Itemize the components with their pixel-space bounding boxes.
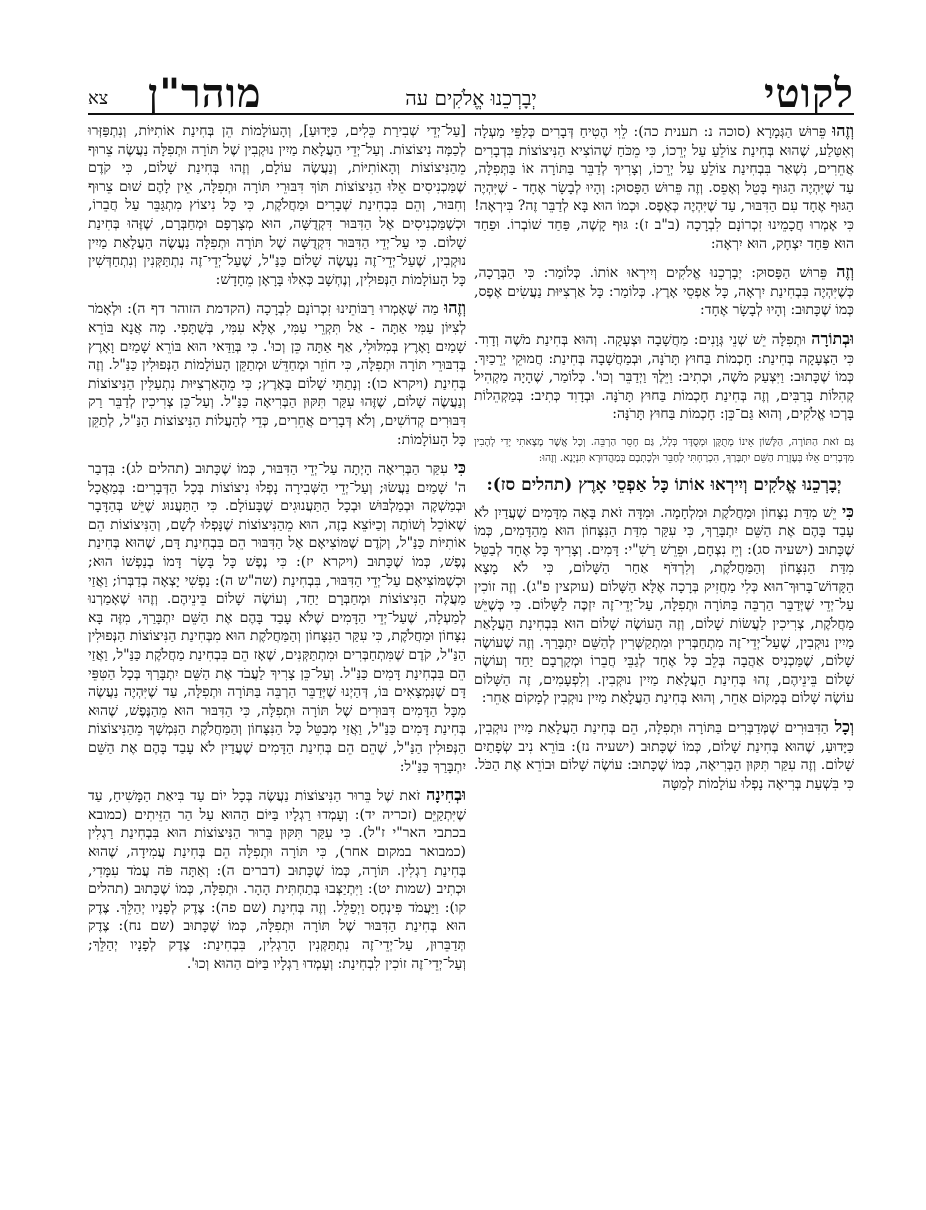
paragraph [474,263,854,320]
paragraph-text: [עַל־יְדֵי שְׁבִירַת כֵּלִים, כַּיָּדוּעַ], וְהָעוֹלָמוֹת הֵן בְּחִינַת אוֹתִיּוֹת, וְנִתְפַּזְּרוּ לְכַמָּה נִיצוֹצוֹת. וְעַל־יְדֵי הַעֲלָאַת מַיִין נוּקְבִין שֶׁל תּוֹרָה וּתְפִלָּה נַעֲשֶׂה צֵרוּף מֵהַנִּיצוֹצוֹת וְהָאוֹתִיּוֹת, וְנַעֲשֶׂה עוֹלָם, וְזֶהוּ בְּחִינַת שָׁלוֹם, כִּי קֹדֶם שֶׁמַּכְנִיסִים אֵלּוּ הַנִּיצוֹצוֹת תּוֹךְ דִּבּוּרֵי תּוֹרָה וּתְפִלָּה, אֵין לָהֶם שׁוּם צֵרוּף וְחִבּוּר, וְהֵם בִּבְחִינַת שְׁבָרִים וּמַחֲלֹקֶת, כִּי כָּל נִיצוֹץ מִתְגַּבֵּר עַל חֲבֵרוֹ, וּכְשֶׁמַּכְנִיסִים אֶל הַדִּבּוּר דִּקְדֻשָּׁה, הוּא מְצָרְפָם וּמְחַבְּרָם, שֶׁזֶּהוּ בְּחִינַת שָׁלוֹם. כִּי עַל־יְדֵי הַדִּבּוּר דִּקְדֻשָּׁה שֶׁל תּוֹרָה וּתְפִלָּה נַעֲשֶׂה הַעֲלָאַת מַיִין נוּקְבִין, שֶׁעַל־יְדֵי־זֶה נַעֲשֶׂה שָׁלוֹם כַּנַּ"ל, שֶׁעַל־יְדֵי־זֶה נִתְתַּקְּנִין וְנִתְחַדְּשִׁין כָּל הָעוֹלָמוֹת הַנְּפוּלִין, וְנֶחְשָׁב כְּאִלּוּ בָּרָאָן מֵחָדָשׁ: [88,123,466,288]
paragraph-text: עִקַּר הַבְּרִיאָה הָיְתָה עַל־יְדֵי הַדִּבּוּר, כְּמוֹ שֶׁכָּתוּב (תהלים לג): בִּדְבַר ה' שָׁמַיִם נַעֲשׂוּ; וְעַל־יְדֵי הַשְּׁבִירָה נָפְלוּ נִיצוֹצוֹת בְּכָל הַדְּבָרִים: בְּמַאֲכָל וּבְמַשְׁקֶה וּבְמַלְבּוּשׁ וּבְכָל הַתַּעֲנוּגִים שֶׁבָּעוֹלָם. כִּי הַתַּעֲנוּג שֶׁיֵּשׁ בְּהַדָּבָר שֶׁאוֹכֵל וְשׁוֹתֶה וְכַיּוֹצֵא בָזֶה, הוּא מֵהַנִּיצוֹצוֹת שֶׁנָּפְלוּ לְשָׁם, וְהַנִּיצוֹצוֹת הֵם אוֹתִיּוֹת כַּנַּ"ל, וְקֹדֶם שֶׁמּוֹצִיאָם אֶל הַדִּבּוּר הֵם בִּבְחִינַת דָּם, שֶׁהוּא בְּחִינַת נֶפֶשׁ, כְּמוֹ שֶׁכָּתוּב (ויקרא יז): כִּי נֶפֶשׁ כָּל בָּשָׂר דָּמוֹ בְנַפְשׁוֹ הוּא; וּכְשֶׁמּוֹצִיאָם עַל־יְדֵי הַדִּבּוּר, בִּבְחִינַת (שה"ש ה): נַפְשִׁי יָצְאָה בְדַבְּרוֹ; וַאֲזַי מַעֲלֶה הַנִּיצוֹצוֹת וּמְחַבְּרָם יַחַד, וְעוֹשֶׂה שָׁלוֹם בֵּינֵיהֶם. וְזֶהוּ שֶׁאָמַרְנוּ לְמַעְלָה, שֶׁעַל־יְדֵי הַדָּמִים שֶׁלֹּא עָבַד בָּהֶם אֶת הַשֵּׁם יִתְבָּרַךְ, מִזֶּה בָּא נִצָּחוֹן וּמַחֲלֹקֶת, כִּי עִקַּר הַנִּצָּחוֹן וְהַמַּחֲלֹקֶת הוּא מִבְּחִינַת הַנִּיצוֹצוֹת הַנְּפוּלִין הַנַּ"ל, קֹדֶם שֶׁמִּתְחַבְּרִים וּמִתְתַּקְּנִים, שֶׁאָז הֵם בִּבְחִינַת מַחֲלֹקֶת כַּנַּ"ל, וַאֲזַי הֵם בִּבְחִינַת דָּמִים כַּנַּ"ל. וְעַל־כֵּן צָרִיךְ לַעֲבֹד אֶת הַשֵּׁם יִתְבָּרַךְ בְּכָל הַטִּפֵּי דָּם שֶׁנִּמְצָאִים בּוֹ, דְּהַיְנוּ שֶׁיְּדַבֵּר הַרְבֵּה בַּתּוֹרָה וּתְפִלָּה, עַד שֶׁיִּהְיֶה נַעֲשֶׂה מִכָּל הַדָּמִים דִּבּוּרִים שֶׁל תּוֹרָה וּתְפִלָּה, כִּי הַדִּבּוּר הוּא מֵהַנֶּפֶשׁ, שֶׁהוּא בְּחִינַת דָּמִים כַּנַּ"ל, וַאֲזַי מְבַטֵּל כָּל הַנִּצָּחוֹן וְהַמַּחֲלֹקֶת הַנִּמְשָׁךְ מֵהַנִּיצוֹצוֹת הַנְּפוּלִין הַנַּ"ל, שֶׁהֵם הֵם בְּחִינַת הַדָּמִים שֶׁעֲדַיִן לֹא עָבַד בָּהֶם אֶת הַשֵּׁם יִתְבָּרַךְ כַּנַּ"ל: [88,461,466,775]
paragraph-text: הַדִּבּוּרִים שֶׁמְּדַבְּרִים בַּתּוֹרָה וּתְפִלָּה, הֵם בְּחִינַת הַעֲלָאַת מַיִין נוּקְבִין, כַּיָּדוּעַ, שֶׁהוּא בְּחִינַת שָׁלוֹם, כְּמוֹ שֶׁכָּתוּב (ישעיה נז): בּוֹרֵא נִיב שְׂפָתַיִם שָׁלוֹם. וְזֶה עִקַּר תִּקּוּן הַבְּרִיאָה, כְּמוֹ שֶׁכָּתוּב: עוֹשֶׂה שָׁלוֹם וּבוֹרֵא אֶת הַכֹּל. כִּי בִּשְׁעַת בְּרִיאָה נָפְלוּ עוֹלָמוֹת לְמַטָּה [474,720,854,792]
paragraph [88,122,466,289]
left-column [88,122,466,983]
page-header [88,62,854,117]
paragraph-text: יֵשׁ מִדַּת נִצָּחוֹן וּמַחֲלֹקֶת וּמִלְחָמָה. וּמִדָּה זֹאת בָּאָה מִדָּמִים שֶׁעֲדַיִן לֹא עָבַד בָּהֶם אֶת הַשֵּׁם יִתְבָּרַךְ, כִּי עִקַּר מִדַּת הַנִּצָּחוֹן הוּא מֵהַדָּמִים, כְּמוֹ שֶׁכָּתוּב (ישעיה סג): וְיֵז נִצְחָם, וּפֵרֵשׁ רַשִׁ"י: דָּמִים. וְצָרִיךְ כָּל אֶחָד לְבַטֵּל מִדַּת הַנִּצָּחוֹן וְהַמַּחֲלֹקֶת, וְלִרְדֹּף אַחַר הַשָּׁלוֹם, כִּי לֹא מָצָא הַקָּדוֹשׁ־בָּרוּךְ־הוּא כְּלִי מַחֲזִיק בְּרָכָה אֶלָּא הַשָּׁלוֹם (עוקצין פ"ג). וְזֶה זוֹכִין עַל־יְדֵי שֶׁיְּדַבֵּר הַרְבֵּה בַּתּוֹרָה וּתְפִלָּה, עַל־יְדֵי־זֶה יִזְכֶּה לַשָּׁלוֹם. כִּי כְּשֶׁיֵּשׁ מַחֲלֹקֶת, צְרִיכִין לַעֲשׂוֹת שָׁלוֹם, וְזֶה הָעוֹשֶׂה שָׁלוֹם הוּא בִּבְחִינַת הַעֲלָאַת מַיִין נוּקְבִין, שֶׁעַל־יְדֵי־זֶה מִתְחַבְּרִין וּמִתְקַשְּׁרִין לְהַשֵּׁם יִתְבָּרַךְ. וְזֶה שֶׁעוֹשֶׂה שָׁלוֹם, שֶׁמַּכְנִיס אַהֲבָה בְּלֵב כָּל אֶחָד לְגַבֵּי חֲבֵרוֹ וּמְקָרְבָם יַחַד וְעוֹשֶׂה שָׁלוֹם בֵּינֵיהֶם, זֶהוּ בְּחִינַת הַעֲלָאַת מַיִין נוּקְבִין. וְלִפְעָמִים, זֶה הַשָּׁלוֹם עוֹשֶׂה שָׁלוֹם בְּמָקוֹם אַחֵר, וְהוּא בְּחִינַת הַעֲלָאַת מַיִין נוּקְבִין לְמָקוֹם אַחֵר: [474,504,854,707]
opening-word: כִּי [841,501,854,521]
opening-word: וּבְחִינָה [426,785,466,805]
opening-word: כִּי [453,458,466,478]
book-title-left: מוהר"ן [148,70,262,117]
editor-note: גַּם זֹאת הַתּוֹרָה, הַלָּשׁוֹן אֵינוֹ מְתֻקָּן וּמְסֻדָּר כְּלָל, גַּם חָסֵר הַרְבֵּה. וְכָל אֲשֶׁר מָצָאתִי יָדִי לְהָבִין מִדְּבָרִים אֵלּוּ בְּעֶזְרַת הַשֵּׁם יִתְבָּרַךְ, הִכְרַחְתִּי לְחַבֵּר וּלְכָתְבָם בְּמַהֲדוּרָא תִּנְיָנָא. וְזֶהוּ: [474,435,854,464]
paragraph-text: זֹאת שֶׁל בֵּרוּר הַנִּיצוֹצוֹת נַעֲשֶׂה בְּכָל יוֹם עַד בִּיאַת הַמָּשִׁיחַ, עַד שֶׁיִּתְקַיֵּם (זכריה יד): וְעָמְדוּ רַגְלָיו בַּיּוֹם הַהוּא עַל הַר הַזֵּיתִים (כמובא בכתבי האר"י ז"ל). כִּי עִקַּר תִּקּוּן בֵּרוּר הַנִּיצוֹצוֹת הוּא בִּבְחִינַת רַגְלִין (כמבואר במקום אחר), כִּי תּוֹרָה וּתְפִלָּה הֵם בְּחִינַת עֲמִידָה, שֶׁהוּא בְּחִינַת רַגְלִין. תּוֹרָה, כְּמוֹ שֶׁכָּתוּב (דברים ה): וְאַתָּה פֹּה עֲמֹד עִמָּדִי, וּכְתִיב (שמות יט): וַיִּתְיַצְּבוּ בְּתַחְתִּית הָהָר. וּתְפִלָּה, כְּמוֹ שֶׁכָּתוּב (תהלים קו): וַיַּעֲמֹד פִּינְחָס וַיְפַלֵּל. וְזֶה בְּחִינַת (שם פה): צֶדֶק לְפָנָיו יְהַלֵּךְ. צֶדֶק הוּא בְּחִינַת הַדִּבּוּר שֶׁל תּוֹרָה וּתְפִלָּה, כְּמוֹ שֶׁכָּתוּב (שם נח): צֶדֶק תְּדַבֵּרוּן, עַל־יְדֵי־זֶה נִתְתַּקְּנִין הָרַגְלִין, בִּבְחִינַת: צֶדֶק לְפָנָיו יְהַלֵּךְ; וְעַל־יְדֵי־זֶה זוֹכִין לִבְחִינַת: וְעָמְדוּ רַגְלָיו בַּיּוֹם הַהוּא וְכוּ'. [88,788,466,972]
paragraph [474,718,854,793]
book-title-right: לקוטי [764,70,854,117]
opening-word: וְזֶה [836,262,854,282]
paragraph [474,503,854,709]
right-column [474,122,854,803]
paragraph [474,122,854,253]
paragraph-text: מַה שֶּׁאָמְרוּ רַבּוֹתֵינוּ זִכְרוֹנָם לִבְרָכָה (הקדמת הזוהר דף ה): וּלְאָמֹר לְצִיּוֹן עַמִּי אַתָּה - אַל תִּקְרֵי עַמִּי, אֶלָּא עִמִּי, בְּשֻׁתָּפִי. מָה אֲנָא בּוֹרֵא שָׁמַיִם וָאָרֶץ בְּמִלּוּלִי, אַף אַתָּה כֵּן וְכוּ'. כִּי בְּוַדַּאי הוּא בּוֹרֵא שָׁמַיִם וָאָרֶץ בְּדִבּוּרֵי תּוֹרָה וּתְפִלָּה, כִּי חוֹזֵר וּמְחַדֵּשׁ וּמְתַקֵּן הָעוֹלָמוֹת הַנְּפוּלִין כַּנַּ"ל. וְזֶה בְּחִינַת (ויקרא כו): וְנָתַתִּי שָׁלוֹם בָּאָרֶץ; כִּי מֵהָאַרְצִיּוּת נִתְעַלִּין הַנִּיצוֹצוֹת וְנַעֲשֶׂה שָׁלוֹם, שֶׁזֶּהוּ עִקַּר תִּקּוּן הַבְּרִיאָה כַּנַּ"ל. וְעַל־כֵּן צְרִיכִין לְדַבֵּר רַק דִּבּוּרִים קְדוֹשִׁים, וְלֹא דְּבָרִים אֲחֵרִים, כְּדֵי לְהַעֲלוֹת הַנִּיצוֹצוֹת הַנַּ"ל, לְתַקֵּן כָּל הָעוֹלָמוֹת: [88,301,466,448]
paragraph-text: וּתְפִלָּה יֵשׁ שְׁנֵי גְּוָנִים: מַחֲשָׁבָה וּצְעָקָה. וְהוּא בְּחִינַת מֹשֶׁה וְדָוִד. כִּי הַצְּעָקָה בְּחִינַת: חָכְמוֹת בַּחוּץ תָּרֹנָּה, וּבְמַחֲשָׁבָה בְּחִינַת: חֲמוּקֵי יְרֵכַיִךְ. כְּמוֹ שֶׁכָּתוּב: וַיִּצְעַק מֹשֶׁה, וּכְתִיב: וַיֵּלֶךְ וַיְדַבֵּר וְכוּ'. כְּלוֹמַר, שֶׁהָיָה מַקְהִיל קְהִלּוֹת בְּרַבִּים, וְזֶה בְּחִינַת חָכְמוֹת בַּחוּץ תָּרֹנָּה. וּבְדָוִד כְּתִיב: בְּמַקְהֵלוֹת בָּרְכוּ אֱלֹקִים, וְהוּא גַּם־כֵּן: חָכְמוֹת בַּחוּץ תָּרֹנָּה: [474,331,854,423]
paragraph [88,459,466,776]
verse-heading: יְבָרְכֵנוּ אֱלֹקִים וְיִירְאוּ אוֹתוֹ כָּל אַפְסֵי אָרֶץ (תהלים סז): [486,474,842,495]
opening-word: וְכָל [834,717,854,737]
paragraph-text: פֵּרוּשׁ הַגְּמָרָא (סוכה נ: תענית כה): לֵוִי הֶטִיחַ דְּבָרִים כְּלַפֵּי מַעְלָה וְאִטַּלַע, שֶׁהוּא בְּחִינַת צוֹלֵעַ עַל יְרֵכוֹ, כִּי מֵכֹּחַ שֶׁהוֹצִיא הַנִּיצוֹצוֹת בִּדְבָרִים אֲחֵרִים, נִשְׁאַר בִּבְחִינַת צוֹלֵעַ עַל יְרֵכוֹ, וְצָרִיךְ לְדַבֵּר בַּתּוֹרָה אוֹ בַּתְּפִלָּה, עַד שֶׁיִּהְיֶה הַגּוּף בָּטֵל וְאָפֵס. וְזֶה פֵּרוּשׁ הַפָּסוּק: וְהָיוּ לְבָשָׂר אֶחָד - שֶׁיִּהְיֶה הַגּוּף אֶחָד עִם הַדִּבּוּר, עַד שֶׁיִּהְיֶה כְּאֶפֶס. וּכְמוֹ הוּא בָּא לְדַבֵּר זֶה? בִּירְאָה! כִּי אָמְרוּ חֲכָמֵינוּ זִכְרוֹנָם לִבְרָכָה (ב"ב ז): גּוּף קָשֶׁה, פַּחַד שׁוֹבְרוֹ. וּפַחַד הוּא פַּחַד יִצְחָק, הוּא יִרְאָה: [474,124,854,252]
paragraph [474,330,854,424]
header-rule [88,113,854,115]
opening-word: וְזֶהוּ [832,121,854,140]
opening-word: וְזֶהוּ [444,298,466,318]
running-head: יְבָרְכֵנוּ אֱלֹקִים עה [405,86,537,110]
paragraph [88,786,466,973]
paragraph-text: פֵּרוּשׁ הַפָּסוּק: יְבָרְכֵנוּ אֱלֹקִים וְיִירְאוּ אוֹתוֹ. כְּלוֹמַר: כִּי הַבְּרָכָה, כְּשֶׁיִּהְיֶה בִּבְחִינַת יִרְאָה, כָּל אַפְסֵי אָרֶץ. כְּלוֹמַר: כָּל אַרְצִיּוּת נַעֲשִׂים אֶפֶס, כְּמוֹ שֶׁכָּתוּב: וְהָיוּ לְבָשָׂר אֶחָד: [474,265,854,319]
paragraph [88,299,466,449]
page-number: צא [88,88,109,109]
opening-word: וּבְתוֹרָה [811,328,854,348]
